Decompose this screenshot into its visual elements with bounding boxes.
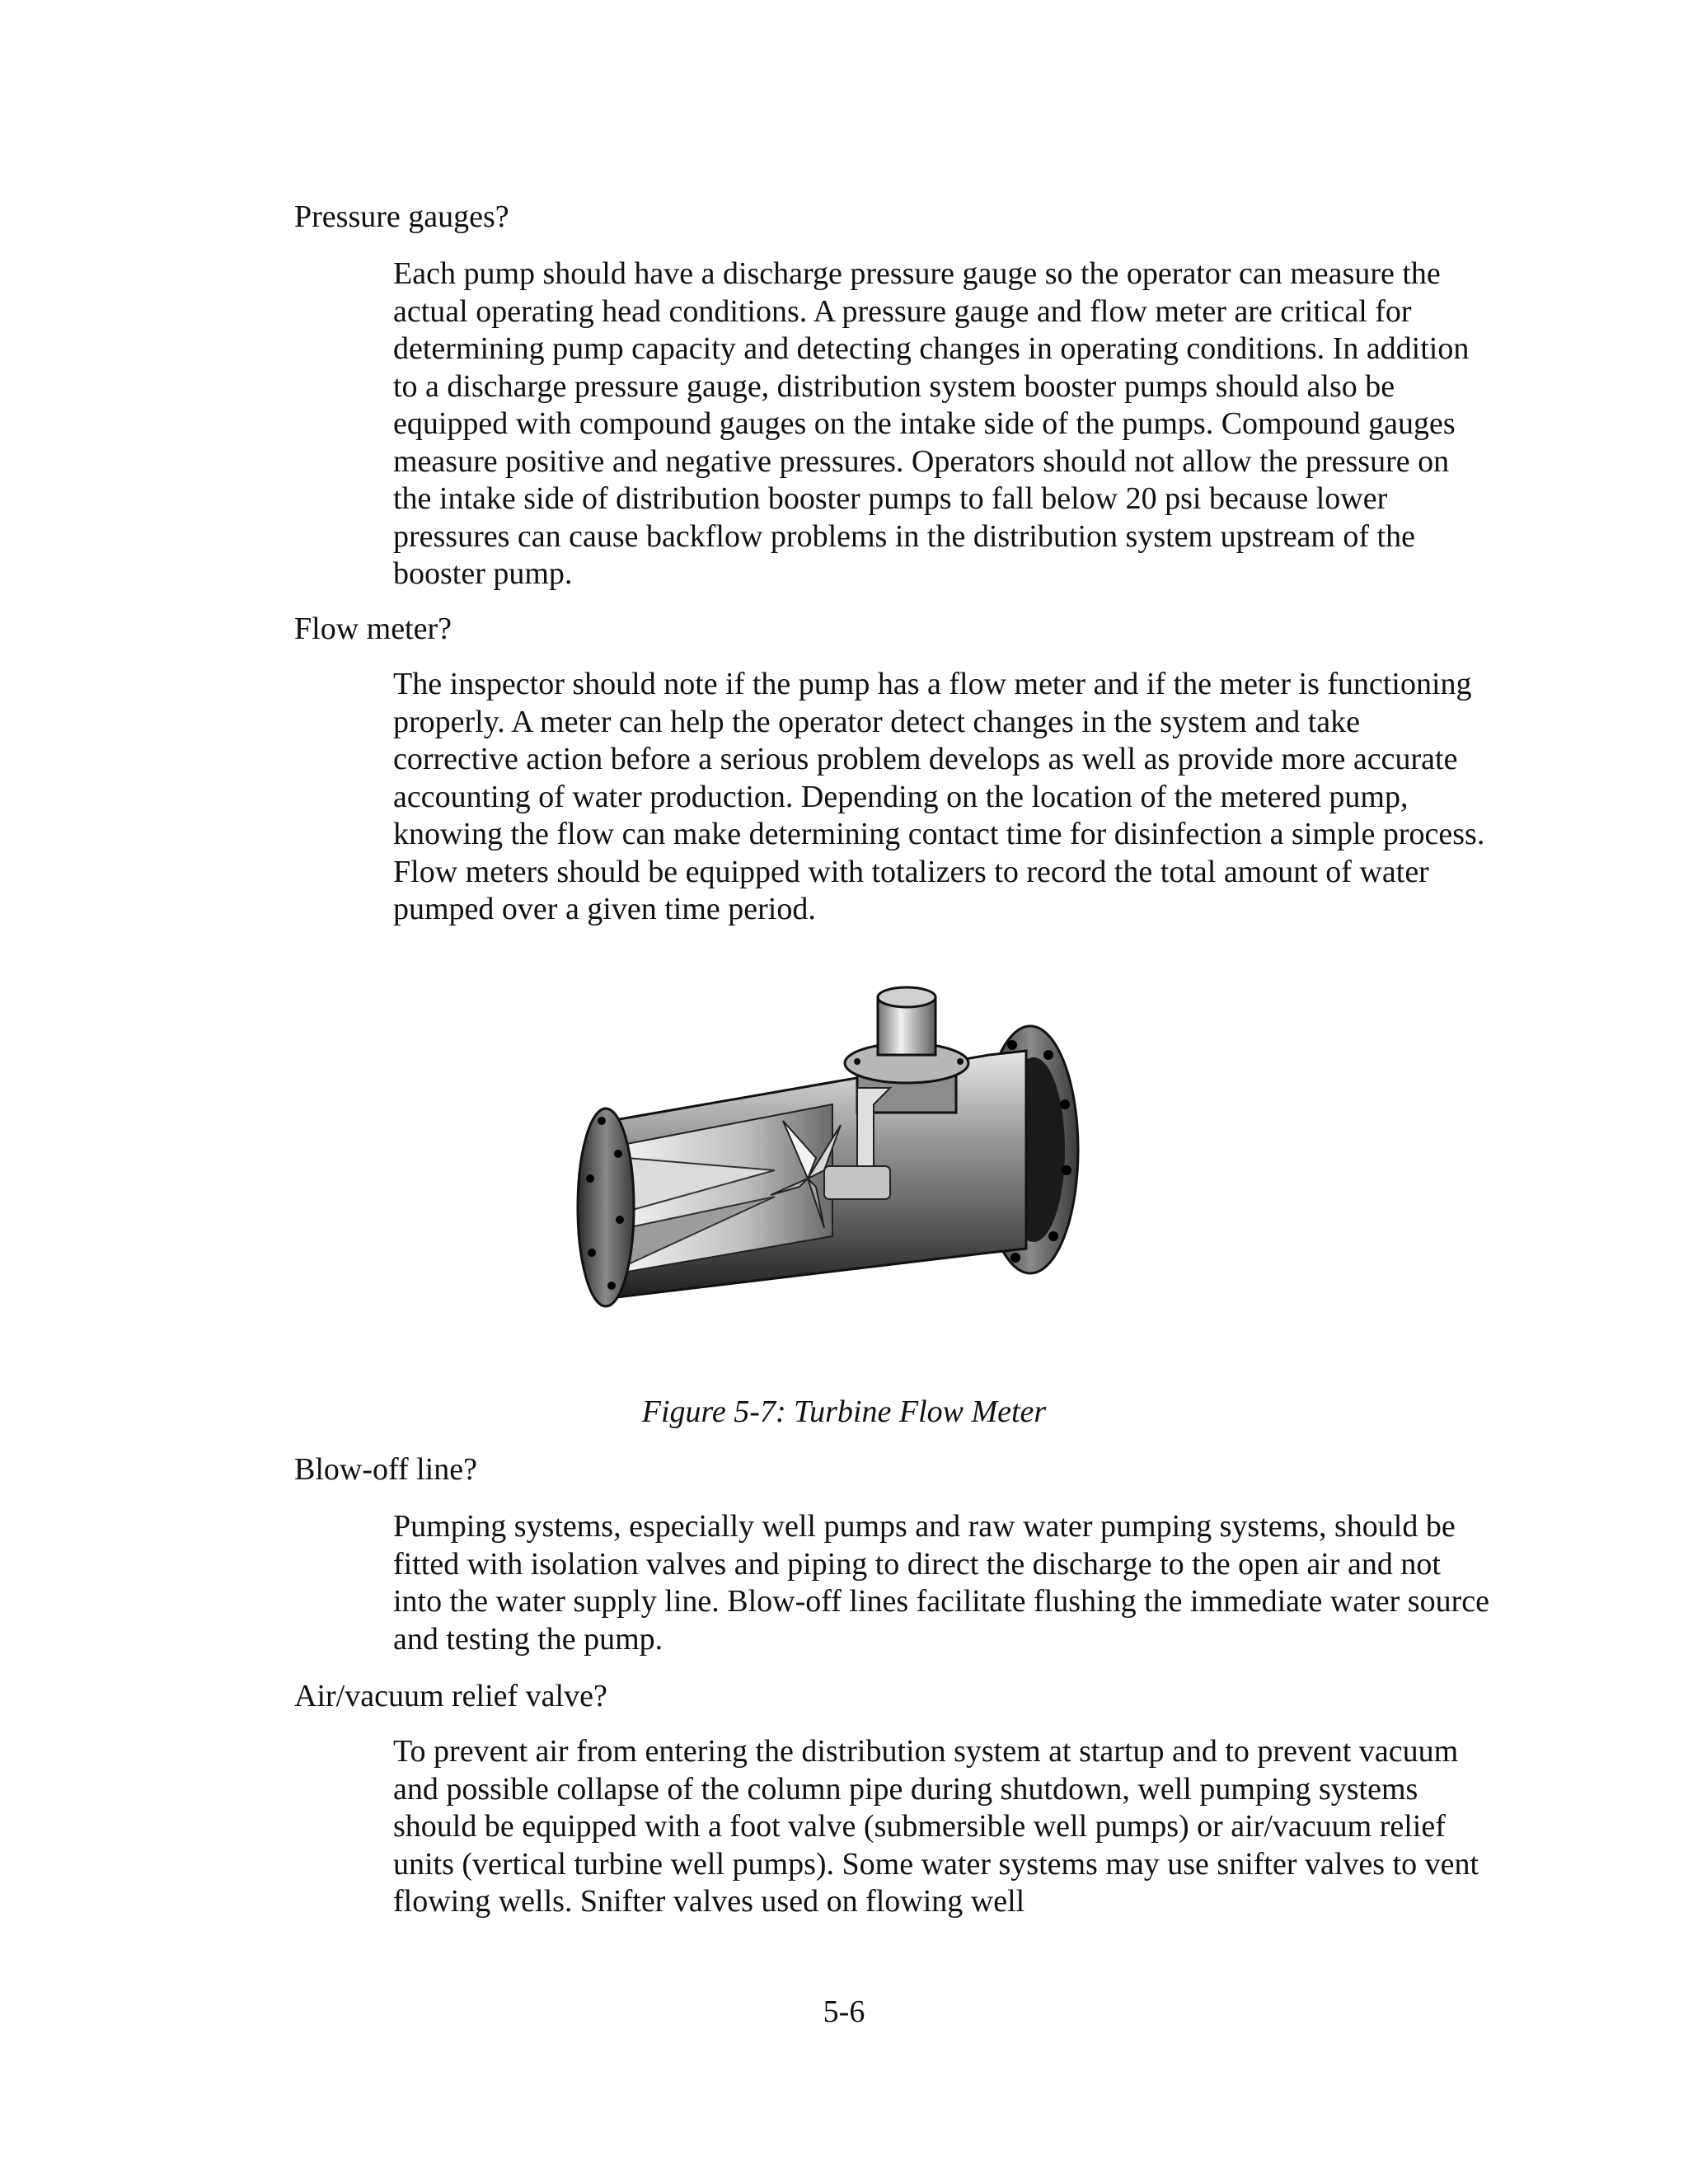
paragraph-air-vacuum-relief-valve: To prevent air from entering the distribution system at startup and to prevent vacuum and possible collapse of the column pipe during shutdown, well pumping systems should be equipped with a foot valve (submersible well pumps) or air/vacuum relief units (vertical turbine well pumps). Some water systems may use snifter valves to vent flowing wells. Snifter valves used on flowing well [393,1734,1479,1919]
figure-caption-text: Figure 5-7: Turbine Flow Meter [641,1394,1047,1429]
heading-air-vacuum-relief-valve: Air/vacuum relief valve? [294,1679,607,1713]
figure-caption [0,1393,1688,1431]
heading-pressure-gauges: Pressure gauges? [294,199,509,234]
page-number: 5-6 [823,1994,865,2029]
heading-flow-meter: Flow meter? [294,612,452,646]
paragraph-blow-off-line: Pumping systems, especially well pumps and raw water pumping systems, should be fitted with isolation valves and piping to direct the discharge to the open air and not into the water supply line. Blow-off lines facilitate flushing the immediate water source and testing the pump. [393,1509,1489,1657]
paragraph-pressure-gauges: Each pump should have a discharge pressure gauge so the operator can measure the actual operating head conditions. A pressure gauge and flow meter are critical for determining pump capacity and detecting changes in operating conditions. In addition to a discharge pressure gauge, distribution system booster pumps should also be equipped with compound gauges on the intake side of the pumps. Compound gauges measure positive and negative pressures. Operators should not allow the pressure on the intake side of distribution booster pumps to fall below 20 psi because lower pressures can cause backflow problems in the distribution system upstream of the booster pump. [393,256,1470,591]
paragraph-flow-meter: The inspector should note if the pump has a flow meter and if the meter is functioning properly. A meter can help the operator detect changes in the system and take corrective action before a serious problem develops as well as provide more accurate accounting of water production. Depending on the location of the metered pump, knowing the flow can make determining contact time for disinfection a simple process. Flow meters should be equipped with totalizers to record the total amount of water pumped over a given time period. [393,667,1485,926]
heading-blow-off-line: Blow-off line? [294,1452,477,1487]
turbine-flow-meter-icon [560,981,1113,1343]
turbine-flow-meter-figure [560,981,1113,1343]
